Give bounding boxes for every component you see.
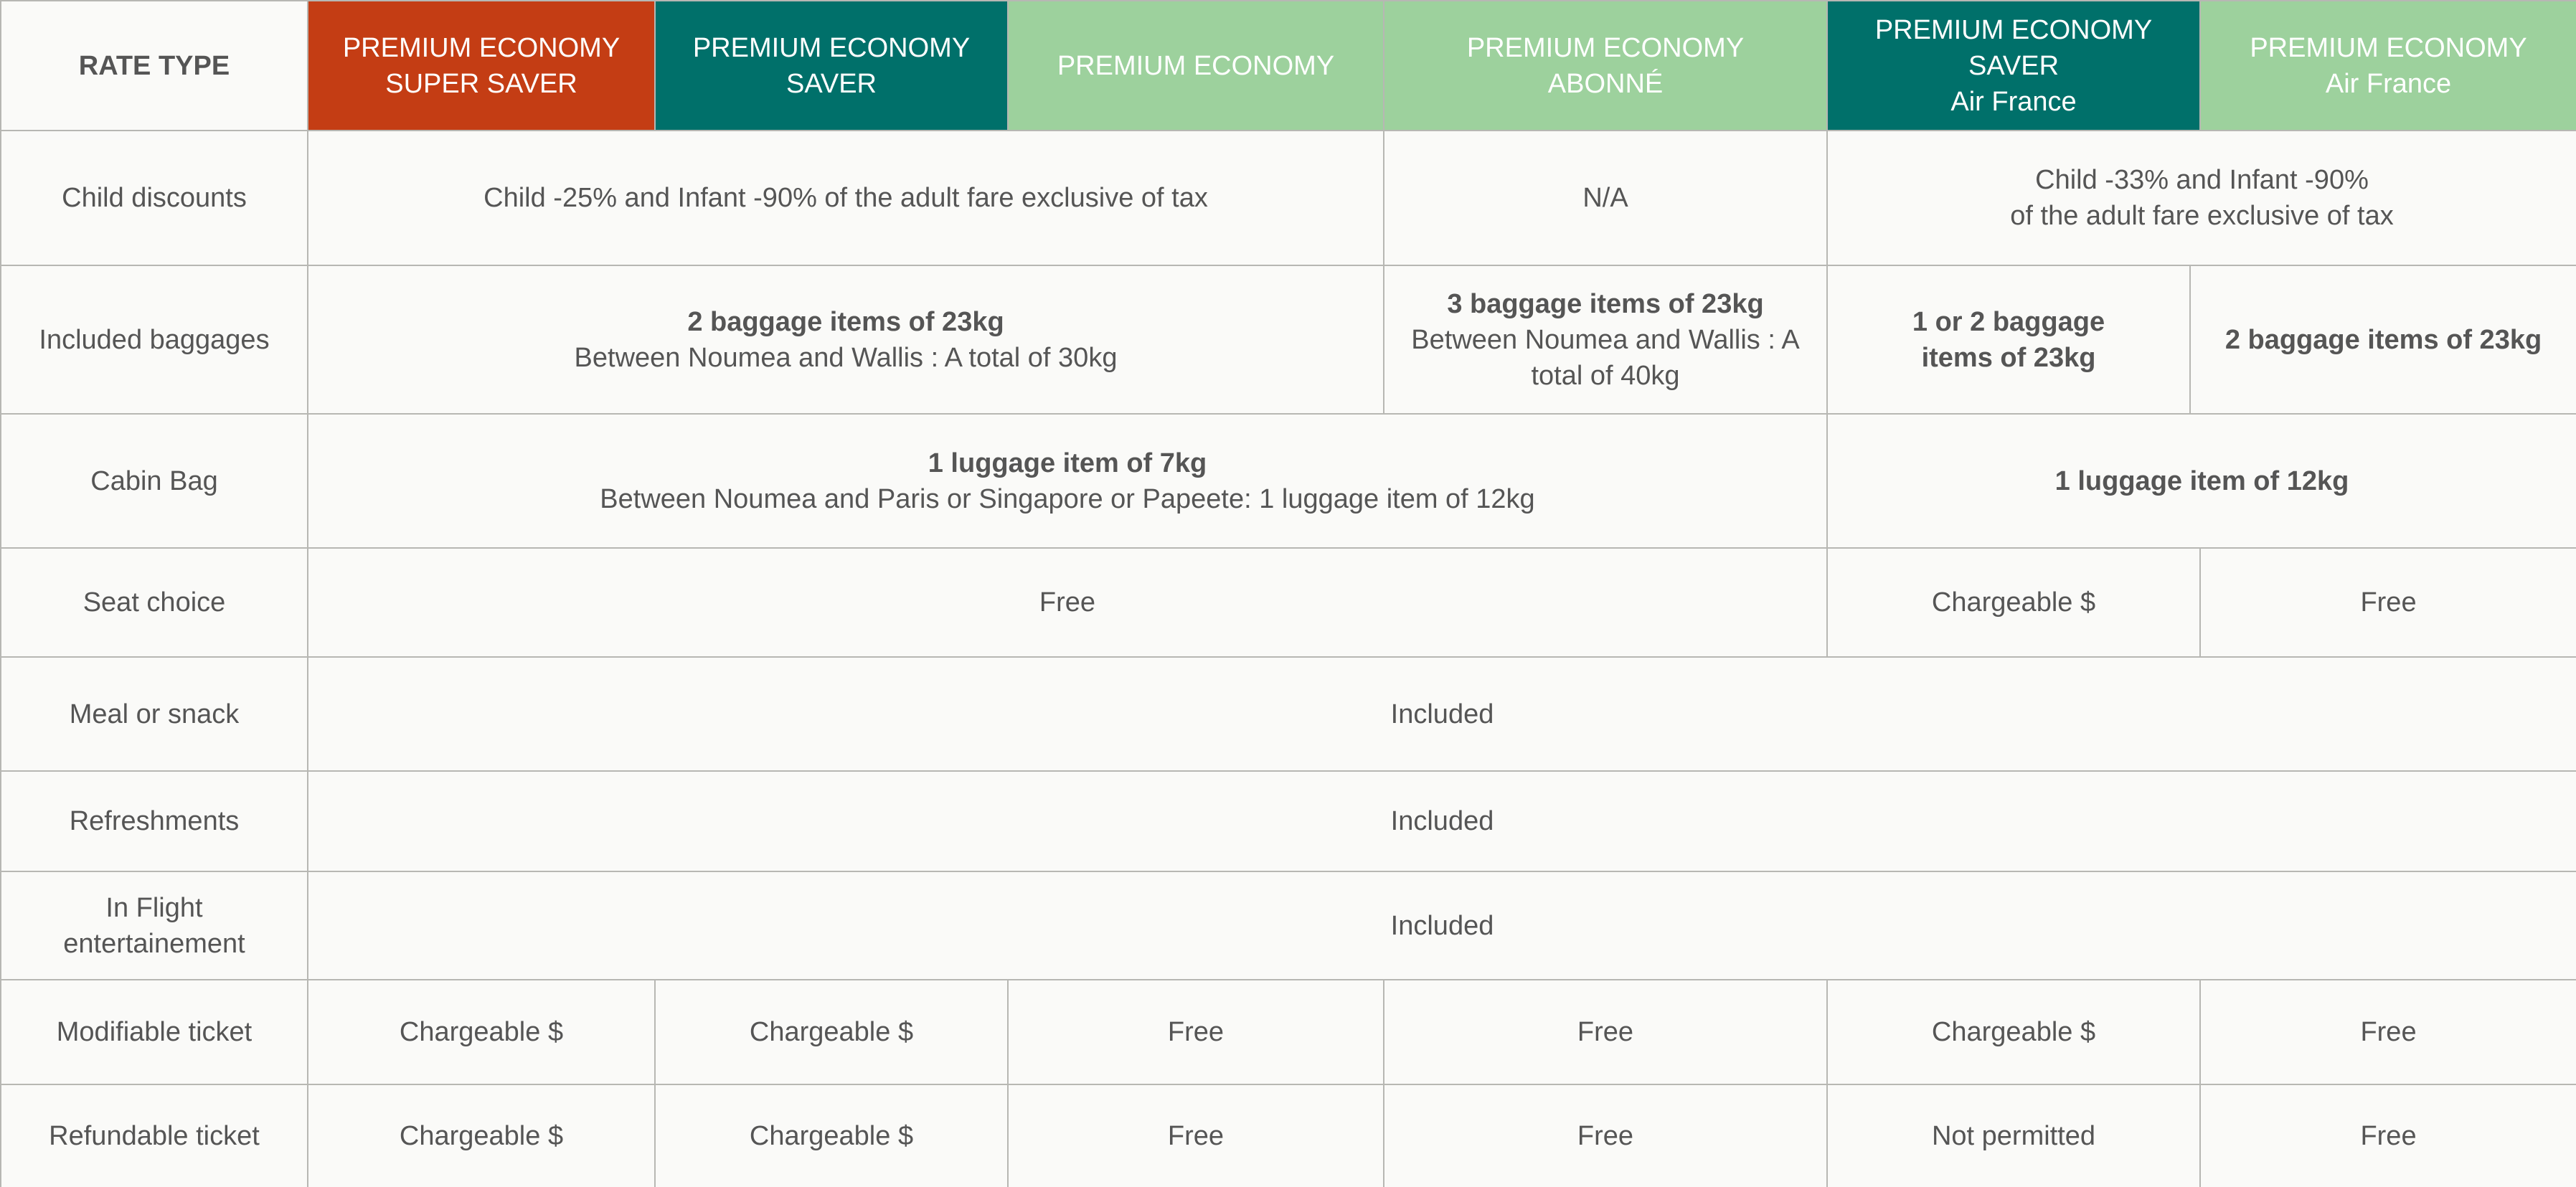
row-modifiable-ticket: [1, 980, 2576, 1084]
cell-bold-text: 2 baggage items of 23kg: [2224, 324, 2542, 355]
header-line: PREMIUM ECONOMY: [1057, 50, 1335, 81]
refundable-premium-economy-cell: Free: [1008, 1084, 1384, 1187]
modifiable-saver-cell: Chargeable $: [655, 980, 1008, 1084]
seat-choice-cell: Free: [308, 548, 1827, 657]
header-line: PREMIUM ECONOMY SAVER: [1874, 14, 2153, 81]
header-line: PREMIUM ECONOMY: [342, 32, 621, 63]
refundable-super-saver-cell: Chargeable $: [308, 1084, 655, 1187]
row-label-refreshments: Refreshments: [1, 771, 308, 871]
refundable-saver-cell: Chargeable $: [655, 1084, 1008, 1187]
header-row: [1, 1, 2576, 131]
header-premium-economy-saver-air-france: [1827, 1, 2200, 131]
row-seat-choice: [1, 548, 2576, 657]
header-premium-economy-super-saver: [308, 1, 655, 131]
included-baggages-air-france-cell: [2190, 265, 2576, 414]
modifiable-abonne-cell: Free: [1384, 980, 1827, 1084]
header-line: SUPER SAVER: [385, 68, 577, 99]
seat-choice-air-france-cell: Free: [2200, 548, 2576, 657]
row-refundable-ticket: [1, 1084, 2576, 1187]
cell-bold-text: 1 luggage item of 7kg: [928, 448, 1207, 478]
child-discounts-cell: Child -25% and Infant -90% of the adult fare exclusive of tax: [308, 131, 1384, 265]
row-meal-or-snack: [1, 657, 2576, 771]
cell-line: Child -33% and Infant -90%: [2035, 165, 2369, 195]
cell-bold-text: 1 or 2 baggage: [1912, 306, 2105, 337]
cell-line: total of 40kg: [1531, 360, 1680, 391]
cell-bold-text: 1 luggage item of 12kg: [2054, 465, 2349, 496]
row-in-flight-entertainement: [1, 871, 2576, 980]
row-label-cabin-bag: Cabin Bag: [1, 414, 308, 548]
row-included-baggages: [1, 265, 2576, 414]
included-baggages-abonne-cell: [1384, 265, 1827, 414]
cell-line: of the adult fare exclusive of tax: [2010, 201, 2394, 231]
header-line: ABONNÉ: [1547, 68, 1664, 99]
row-label-meal-or-snack: Meal or snack: [1, 657, 308, 771]
refundable-saver-air-france-cell: Not permitted: [1827, 1084, 2200, 1187]
header-premium-economy: [1008, 1, 1384, 131]
header-line: PREMIUM ECONOMY: [692, 32, 971, 63]
child-discounts-air-france-cell: [1827, 131, 2576, 265]
cell-bold-text: items of 23kg: [1921, 342, 2096, 373]
row-label-line: entertainement: [63, 928, 245, 959]
cell-bold-text: 2 baggage items of 23kg: [687, 306, 1004, 337]
header-line: PREMIUM ECONOMY: [2250, 32, 2527, 63]
cell-line: Between Noumea and Wallis : A total of 30kg: [574, 342, 1118, 373]
header-premium-economy-air-france: [2200, 1, 2576, 131]
cell-line: Between Noumea and Wallis : A: [1411, 324, 1800, 355]
header-line: Air France: [2325, 68, 2452, 99]
included-baggages-cell: [308, 265, 1384, 414]
in-flight-entertainement-cell: Included: [308, 871, 2576, 980]
cell-bold-text: 3 baggage items of 23kg: [1447, 288, 1764, 319]
header-premium-economy-abonne: [1384, 1, 1827, 131]
header-line: Air France: [1950, 86, 2077, 117]
modifiable-air-france-cell: Free: [2200, 980, 2576, 1084]
child-discounts-abonne-cell: N/A: [1384, 131, 1827, 265]
row-label-in-flight-entertainement: [1, 871, 308, 980]
header-line: SAVER: [785, 68, 877, 99]
modifiable-saver-air-france-cell: Chargeable $: [1827, 980, 2200, 1084]
modifiable-premium-economy-cell: Free: [1008, 980, 1384, 1084]
included-baggages-saver-air-france-cell: [1827, 265, 2190, 414]
refreshments-cell: Included: [308, 771, 2576, 871]
refundable-abonne-cell: Free: [1384, 1084, 1827, 1187]
refundable-air-france-cell: Free: [2200, 1084, 2576, 1187]
row-cabin-bag: [1, 414, 2576, 548]
row-label-included-baggages: Included baggages: [1, 265, 308, 414]
row-refreshments: [1, 771, 2576, 871]
header-premium-economy-saver: [655, 1, 1008, 131]
row-label-refundable-ticket: Refundable ticket: [1, 1084, 308, 1187]
seat-choice-saver-air-france-cell: Chargeable $: [1827, 548, 2200, 657]
rate-type-header: RATE TYPE: [1, 1, 308, 131]
cell-line: Between Noumea and Paris or Singapore or Papeete: 1 luggage item of 12kg: [600, 483, 1535, 514]
cabin-bag-air-france-cell: [1827, 414, 2576, 548]
row-label-modifiable-ticket: Modifiable ticket: [1, 980, 308, 1084]
row-label-line: In Flight: [105, 892, 203, 923]
row-label-seat-choice: Seat choice: [1, 548, 308, 657]
header-line: PREMIUM ECONOMY: [1466, 32, 1745, 63]
row-label-child-discounts: Child discounts: [1, 131, 308, 265]
modifiable-super-saver-cell: Chargeable $: [308, 980, 655, 1084]
cabin-bag-cell: [308, 414, 1827, 548]
row-child-discounts: [1, 131, 2576, 265]
meal-or-snack-cell: Included: [308, 657, 2576, 771]
